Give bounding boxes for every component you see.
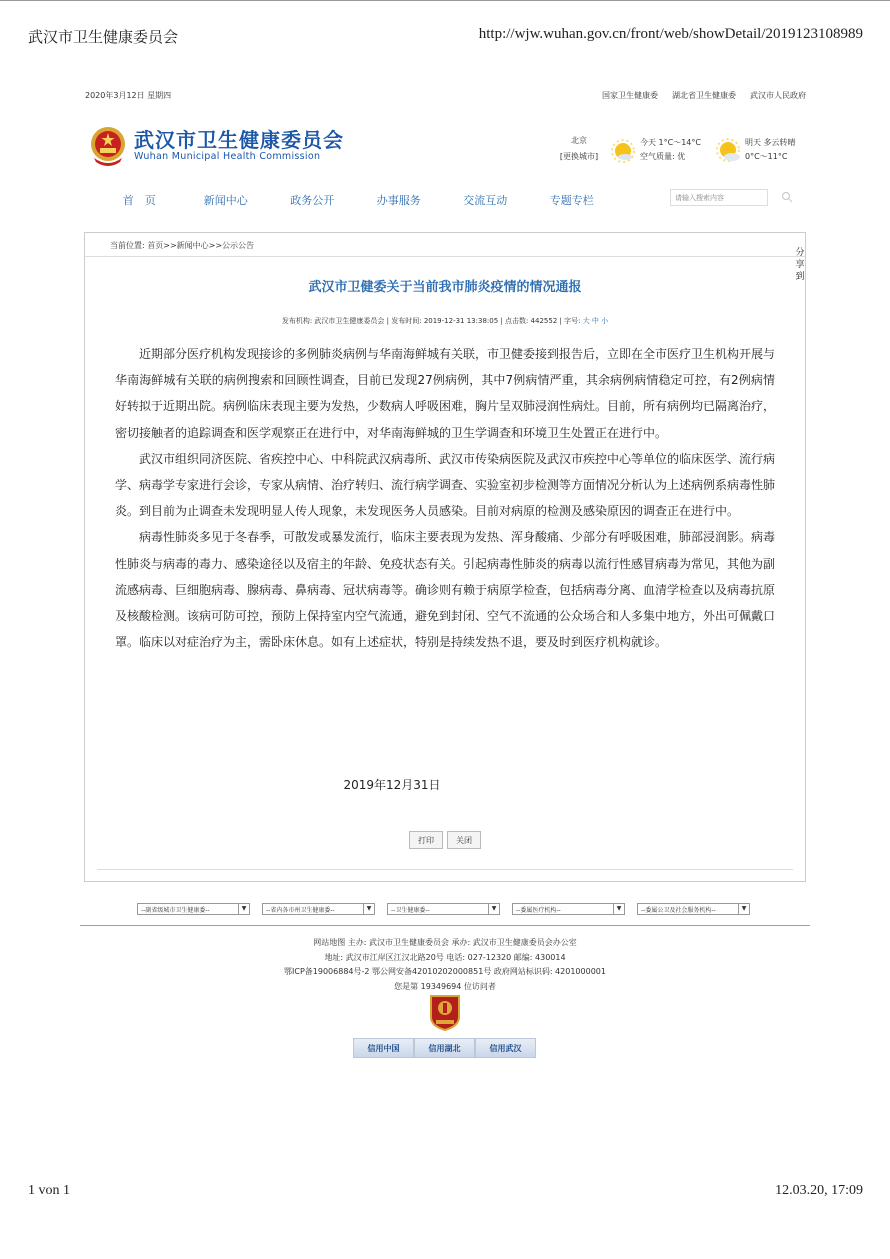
site-footer bbox=[84, 936, 806, 994]
select-label: --委属医疗机构-- bbox=[516, 907, 561, 914]
nav-interaction[interactable]: 交流互动 bbox=[463, 194, 508, 207]
tomorrow-temp: 0°C～11°C bbox=[745, 152, 788, 161]
visitor-count: 您是第 19349694 位访问者 bbox=[394, 981, 496, 991]
paragraph: 近期部分医疗机构发现接诊的多例肺炎病例与华南海鲜城有关联，市卫健委接到报告后，立即在全市医疗卫生机构开展与华南海鲜城有关联的病例搜索和回顾性调查，目前已发现27例病例，其中7例病情严重，其余病例病情稳定可控，有2例病情好转拟于近期出院。病例临床表现主要为发热，少数病人呼吸困难，胸片呈双肺浸润性病灶。目前，所有病例均已隔离治疗，密切接触者的追踪调查和医学观察正在进行中，对华南海鲜城的卫生学调查和环境卫生处置正在进行中。 bbox=[115, 347, 776, 440]
select-label: --省内各市州卫生健康委-- bbox=[266, 907, 335, 914]
chevron-down-icon: ▼ bbox=[738, 904, 749, 914]
logo-chinese: 武汉市卫生健康委员会 bbox=[134, 128, 344, 152]
nav-home[interactable]: 首 页 bbox=[122, 194, 156, 207]
paragraph: 武汉市组织同济医院、省疾控中心、中科院武汉病毒所、武汉市传染病医院及武汉市疾控中心等单位的临床医学、流行病学、病毒学专家进行会诊，专家从病情、治疗转归、流行病学调查、实验室初步检测等方面情况分析认为上述病例系病毒性肺炎。到目前为止调查未发现明显人传人现象，未发现医务人员感染。目前对病原的检测及感染原因的调查正在进行中。 bbox=[115, 451, 776, 519]
article-meta bbox=[84, 316, 806, 326]
weather-city bbox=[558, 133, 600, 165]
link-selects bbox=[137, 903, 750, 915]
article-date: 2019年12月31日 bbox=[343, 778, 441, 792]
share-button[interactable]: 分享到 bbox=[795, 248, 805, 282]
meta-info: 发布机构: 武汉市卫生健康委员会 | 发布时间: 2019-12-31 13:38:05 | 点击数: 442552 | 字号: bbox=[281, 317, 581, 325]
footer-sponsor: 网站地图 主办: 武汉市卫生健康委员会 承办: 武汉市卫生健康委员会办公室 bbox=[313, 938, 577, 947]
top-link-wuhan-gov[interactable]: 武汉市人民政府 bbox=[750, 91, 806, 100]
font-size-switch[interactable]: 大 中 小 bbox=[582, 317, 609, 325]
article-actions bbox=[409, 831, 481, 849]
divider bbox=[97, 869, 793, 870]
article-title: 武汉市卫健委关于当前我市肺炎疫情的情况通报 bbox=[308, 280, 582, 295]
current-date: 2020年3月12日 星期四 bbox=[85, 91, 172, 100]
close-button[interactable]: 关闭 bbox=[447, 831, 481, 849]
national-emblem-icon bbox=[88, 124, 128, 168]
government-site-badge-icon[interactable] bbox=[428, 993, 462, 1031]
nav-news[interactable]: 新闻中心 bbox=[203, 194, 248, 207]
top-links bbox=[602, 90, 806, 101]
select-sub-provincial[interactable] bbox=[137, 903, 250, 915]
tomorrow-forecast: 明天 多云转晴 bbox=[745, 138, 796, 147]
nav-government-affairs[interactable]: 政务公开 bbox=[290, 194, 335, 207]
print-button[interactable]: 打印 bbox=[409, 831, 443, 849]
print-timestamp: 12.03.20, 17:09 bbox=[775, 1183, 863, 1198]
change-city-link[interactable]: [更换城市] bbox=[559, 152, 599, 161]
sunny-icon bbox=[610, 138, 636, 164]
breadcrumb-bar bbox=[85, 233, 805, 257]
select-label: --副省级城市卫生健康委-- bbox=[141, 907, 210, 914]
select-label: --卫生健康委-- bbox=[391, 907, 430, 914]
air-quality: 空气质量: 优 bbox=[640, 152, 686, 161]
logo-english: Wuhan Municipal Health Commission bbox=[134, 151, 321, 162]
paragraph: 病毒性肺炎多见于冬春季，可散发或暴发流行，临床主要表现为发热、浑身酸痛、少部分有呼吸困难，肺部浸润影。病毒性肺炎与病毒的毒力、感染途径以及宿主的年龄、免疫状态有关。引起病毒性肺炎的病毒以流行性感冒病毒为常见，其他为副流感病毒、巨细胞病毒、腺病毒、鼻病毒、冠状病毒等。确诊则有赖于病原学检查，包括病毒分离、血清学检查以及病毒抗原及核酸检测。该病可防可控，预防上保持室内空气流通，避免到封闭、空气不流通的公众场合和人多集中地方，外出可佩戴口罩。临床以对症治疗为主，需卧床休息。如有上述症状，特别是持续发热不退，要及时到医疗机构就诊。 bbox=[115, 530, 776, 650]
select-public-health[interactable] bbox=[637, 903, 750, 915]
chevron-down-icon: ▼ bbox=[363, 904, 374, 914]
credit-wuhan-link[interactable]: 信用武汉 bbox=[475, 1038, 536, 1058]
select-label: --委属公卫及社会服务机构-- bbox=[641, 907, 716, 914]
select-province-cities[interactable] bbox=[262, 903, 375, 915]
search-input[interactable]: 请输入搜索内容 bbox=[670, 189, 768, 206]
credit-hubei-link[interactable]: 信用湖北 bbox=[414, 1038, 475, 1058]
top-link-national[interactable]: 国家卫生健康委 bbox=[602, 91, 658, 100]
chevron-down-icon: ▼ bbox=[238, 904, 249, 914]
nav-services[interactable]: 办事服务 bbox=[376, 194, 421, 207]
footer-rule bbox=[80, 925, 810, 926]
weather-tomorrow bbox=[745, 136, 796, 164]
article-body bbox=[115, 341, 775, 655]
city-name: 北京 bbox=[571, 136, 587, 145]
credit-links bbox=[353, 1038, 536, 1058]
site-logo[interactable] bbox=[88, 124, 344, 168]
select-health-commission[interactable] bbox=[387, 903, 500, 915]
weather-today bbox=[640, 136, 701, 164]
cloudy-sunny-icon bbox=[716, 138, 742, 164]
footer-address: 地址: 武汉市江岸区江汉北路20号 电话: 027-12320 邮编: 430014 bbox=[324, 952, 566, 962]
credit-china-link[interactable]: 信用中国 bbox=[353, 1038, 414, 1058]
footer-icp: 鄂ICP备19006884号-2 鄂公网安备42010202000851号 政府网站标识码: 4201000001 bbox=[284, 967, 606, 976]
chevron-down-icon: ▼ bbox=[488, 904, 499, 914]
today-temp: 今天 1°C～14°C bbox=[640, 138, 701, 147]
main-nav bbox=[96, 192, 615, 208]
top-link-hubei[interactable]: 湖北省卫生健康委 bbox=[672, 91, 736, 100]
print-header-url: http://wjw.wuhan.gov.cn/front/web/showDetail/2019123108989 bbox=[478, 26, 863, 42]
nav-topics[interactable]: 专题专栏 bbox=[549, 194, 594, 207]
print-page-number: 1 von 1 bbox=[28, 1183, 70, 1198]
top-rule bbox=[0, 0, 890, 1]
search-icon[interactable] bbox=[781, 191, 793, 203]
select-medical-institutions[interactable] bbox=[512, 903, 625, 915]
breadcrumb[interactable]: 当前位置: 首页>>新闻中心>>公示公告 bbox=[110, 241, 255, 250]
print-header-title: 武汉市卫生健康委员会 bbox=[28, 28, 179, 46]
chevron-down-icon: ▼ bbox=[613, 904, 624, 914]
